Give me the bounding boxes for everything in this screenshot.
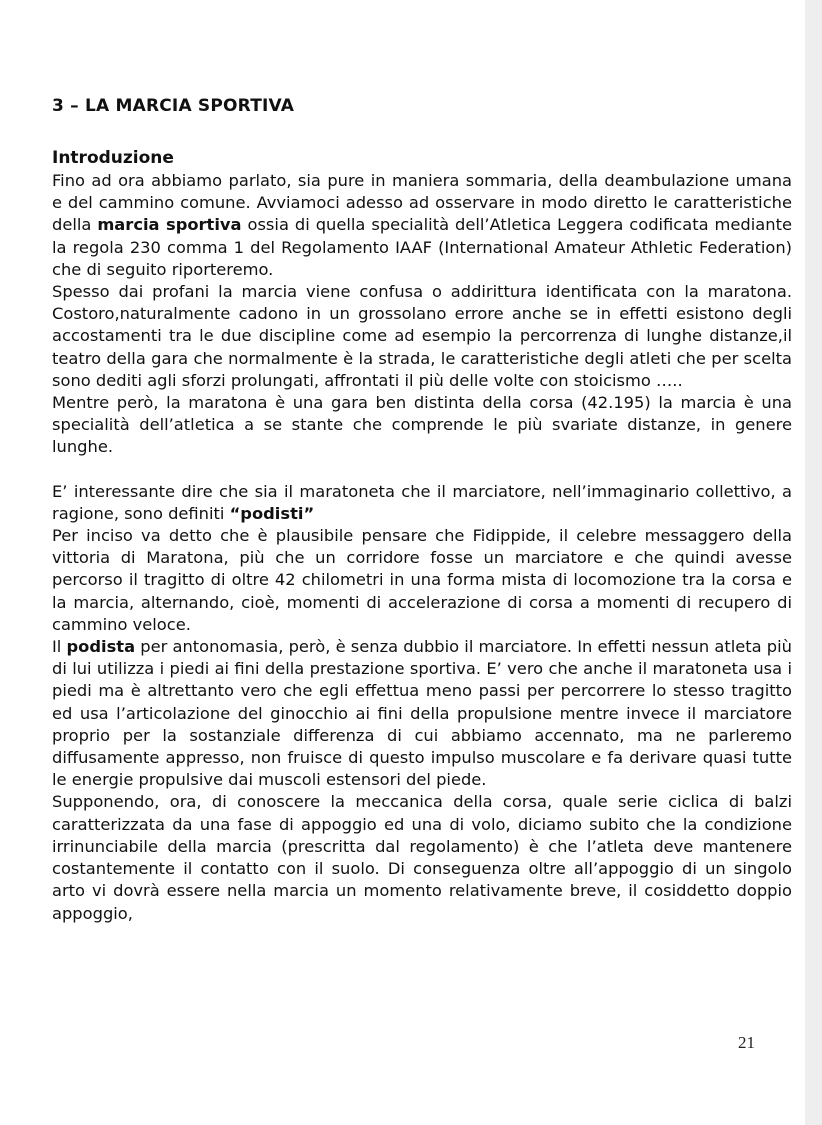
text-run: ossia di quella specialità dell’Atletica Leggera codificata mediante la regola 230 comma 1 del Regolamento IAAF (International Amateur Athletic Federation) che di seguito riporteremo. — [52, 215, 792, 279]
text-run: Mentre però, la maratona è una gara ben distinta della corsa (42.195) la marcia è una specialità dell’atletica a se stante che comprende le più svariate distanze, in genere lunghe. — [52, 393, 792, 457]
bold-term: “podisti” — [229, 503, 315, 523]
paragraph — [52, 170, 792, 281]
bold-term: podista — [66, 637, 136, 657]
text-run: Per inciso va detto che è plausibile pensare che Fidippide, il celebre messaggero della vittoria di Maratona, più che un corridore fosse un marciatore e che quindi avesse percorso il tragitto di oltre 42 chilometri in una forma mista di locomozione tra la corsa e la marcia, alternando, cioè, momenti di accelerazione di corsa a momenti di recupero di cammino veloce. — [52, 526, 792, 634]
paragraph — [52, 525, 792, 636]
paragraph — [52, 392, 792, 459]
section-title: Introduzione — [52, 148, 174, 168]
text-run: E’ interessante dire che sia il maratoneta che il marciatore, nell’immaginario collettivo, a ragione, sono definiti — [52, 481, 792, 523]
paragraph — [52, 281, 792, 392]
paragraph — [52, 791, 792, 924]
page-edge-strip — [805, 0, 822, 1125]
text-run: per antonomasia, però, è senza dubbio il marciatore. In effetti nessun atleta più di lui utilizza i piedi ai fini della prestazione sportiva. E’ vero che anche il maratoneta usa i piedi ma è altrettanto vero che egli effettua meno passi per percorrere lo stesso tragitto ed usa l’articolazione del ginocchio ai fini della propulsione mentre invece il marciatore proprio per la sostanziale differenza di cui abbiamo accennato, ma ne parleremo diffusamente appresso, non fruisce di questo impulso muscolare e fa derivare quasi tutte le energie propulsive dai muscoli estensori del piede. — [52, 637, 792, 790]
text-run: Supponendo, ora, di conoscere la meccanica della corsa, quale serie ciclica di balzi caratterizzata da una fase di appoggio ed una di volo, diciamo subito che la condizione irrinunciabile della marcia (prescritta dal regolamento) è che l’atleta deve mantenere costantemente il contatto con il suolo. Di conseguenza oltre all’appoggio di un singolo arto vi dovrà essere nella marcia un momento relativamente breve, il cosiddetto doppio appoggio, — [52, 792, 792, 923]
document-page — [52, 96, 792, 925]
bold-term: marcia sportiva — [97, 215, 242, 235]
body-text — [52, 170, 792, 925]
paragraph — [52, 481, 792, 525]
paragraph — [52, 636, 792, 791]
text-run: Fino ad ora abbiamo parlato, sia pure in maniera sommaria, della deambulazione umana e del cammino comune. Avviamoci adesso ad osservare in modo diretto le caratteristiche della — [52, 171, 792, 235]
page-number: 21 — [738, 1033, 755, 1052]
text-run: Spesso dai profani la marcia viene confusa o addirittura identificata con la maratona. Costoro,naturalmente cadono in un grossolano errore anche se in effetti esistono degli accostamenti tra le due discipline come ad esempio la percorrenza di lunghe distanze,il teatro della gara che normalmente è la strada, le caratteristiche degli atleti che per scelta sono dediti agli sforzi prolungati, affrontati il più delle volte con stoicismo ….. — [52, 282, 792, 390]
chapter-title: 3 – LA MARCIA SPORTIVA — [52, 96, 295, 116]
text-run: Il — [52, 637, 67, 657]
